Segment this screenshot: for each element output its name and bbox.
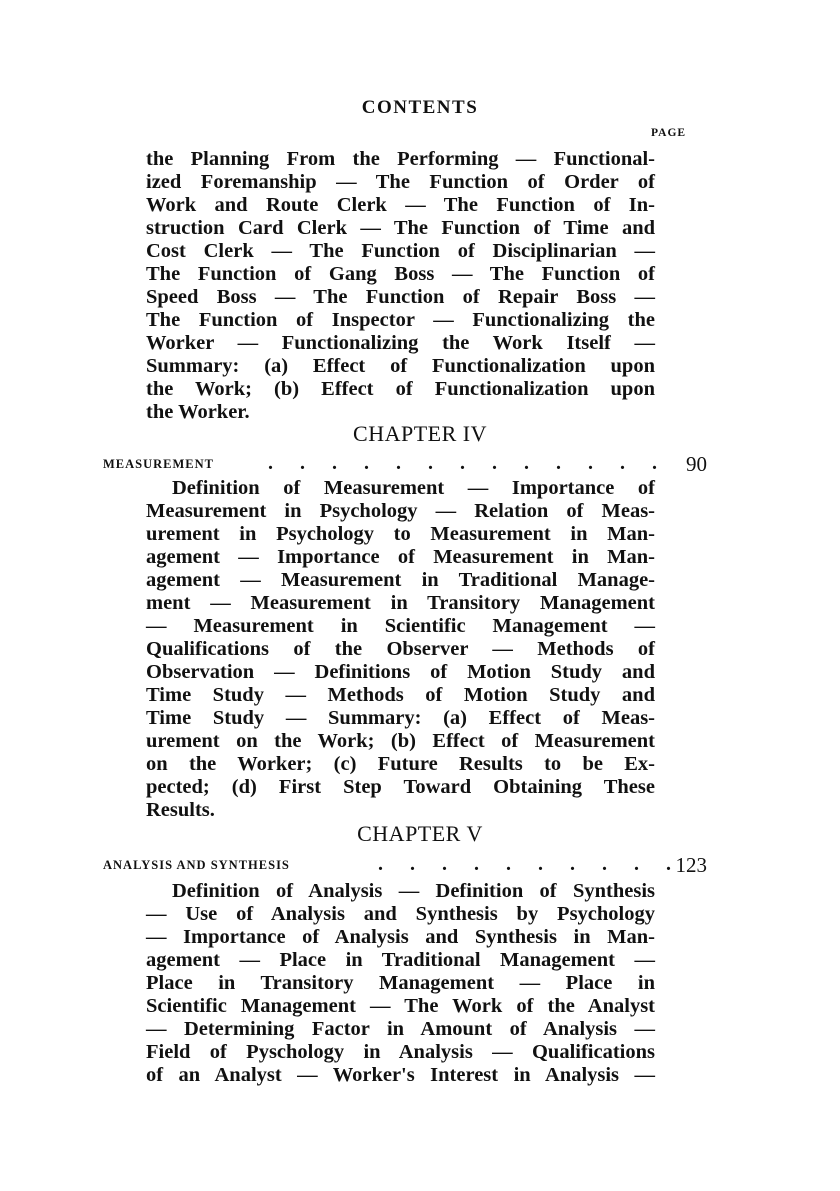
synopsis-line: Cost Clerk — The Function of Disciplinarian —: [146, 240, 655, 262]
chapter-synopsis: [146, 880, 655, 1087]
synopsis-line: Time Study — Methods of Motion Study and: [146, 684, 655, 706]
toc-page-number: 90: [686, 452, 707, 476]
synopsis-line: — Determining Factor in Amount of Analysis —: [146, 1018, 655, 1040]
synopsis-line: — Use of Analysis and Synthesis by Psychology: [146, 903, 655, 925]
continued-synopsis: [146, 148, 655, 424]
synopsis-line: of an Analyst — Worker's Interest in Analysis —: [146, 1064, 655, 1086]
page-column-label: PAGE: [651, 127, 687, 139]
toc-page-number: 123: [675, 853, 707, 877]
running-head: CONTENTS: [361, 97, 479, 118]
synopsis-line: Field of Pyschology in Analysis — Qualifications: [146, 1041, 655, 1063]
synopsis-line: Qualifications of the Observer — Methods of: [146, 638, 655, 660]
synopsis-line: urement on the Work; (b) Effect of Measurement: [146, 730, 655, 752]
synopsis-line: Time Study — Summary: (a) Effect of Meas-: [146, 707, 655, 729]
chapter-synopsis: [146, 477, 655, 822]
leader-dots: . . . . . . . . . .: [378, 853, 682, 875]
synopsis-line: Definition of Analysis — Definition of Synthesis: [172, 880, 655, 902]
chapter-heading: CHAPTER IV: [353, 421, 487, 446]
synopsis-line: — Importance of Analysis and Synthesis in Man-: [146, 926, 655, 948]
leader-dots: . . . . . . . . . . . . .: [268, 452, 668, 474]
synopsis-line: Observation — Definitions of Motion Study and: [146, 661, 655, 683]
synopsis-line: pected; (d) First Step Toward Obtaining These: [146, 776, 655, 798]
synopsis-line: urement in Psychology to Measurement in Man-: [146, 523, 655, 545]
synopsis-line: struction Card Clerk — The Function of Time and: [146, 217, 655, 239]
synopsis-line: Results.: [146, 799, 215, 821]
synopsis-line: Worker — Functionalizing the Work Itself —: [146, 332, 655, 354]
synopsis-line: Work and Route Clerk — The Function of In-: [146, 194, 655, 216]
synopsis-line: agement — Place in Traditional Management —: [146, 949, 655, 971]
synopsis-line: The Function of Inspector — Functionalizing the: [146, 309, 655, 331]
synopsis-line: ment — Measurement in Transitory Management: [146, 592, 655, 614]
synopsis-line: the Work; (b) Effect of Functionalization upon: [146, 378, 655, 400]
toc-entry-title: ANALYSIS AND SYNTHESIS: [103, 858, 290, 872]
toc-entry-title: MEASUREMENT: [103, 457, 215, 471]
synopsis-line: Speed Boss — The Function of Repair Boss —: [146, 286, 655, 308]
synopsis-line: Measurement in Psychology — Relation of Meas-: [146, 500, 655, 522]
synopsis-line: Summary: (a) Effect of Functionalization upon: [146, 355, 655, 377]
synopsis-line: on the Worker; (c) Future Results to be Ex-: [146, 753, 655, 775]
chapter-heading: CHAPTER V: [357, 821, 483, 846]
synopsis-line: the Worker.: [146, 401, 250, 423]
synopsis-line: Scientific Management — The Work of the Analyst: [146, 995, 655, 1017]
synopsis-line: Definition of Measurement — Importance of: [172, 477, 655, 499]
synopsis-line: — Measurement in Scientific Management —: [146, 615, 655, 637]
synopsis-line: The Function of Gang Boss — The Function of: [146, 263, 655, 285]
synopsis-line: agement — Measurement in Traditional Manage-: [146, 569, 655, 591]
synopsis-line: Place in Transitory Management — Place in: [146, 972, 655, 994]
synopsis-line: agement — Importance of Measurement in Man-: [146, 546, 655, 568]
toc-entry-measurement[interactable]: [103, 452, 707, 474]
toc-entry-analysis-and-synthesis[interactable]: [103, 853, 707, 875]
synopsis-line: ized Foremanship — The Function of Order of: [146, 171, 655, 193]
synopsis-line: the Planning From the Performing — Functional-: [146, 148, 655, 170]
